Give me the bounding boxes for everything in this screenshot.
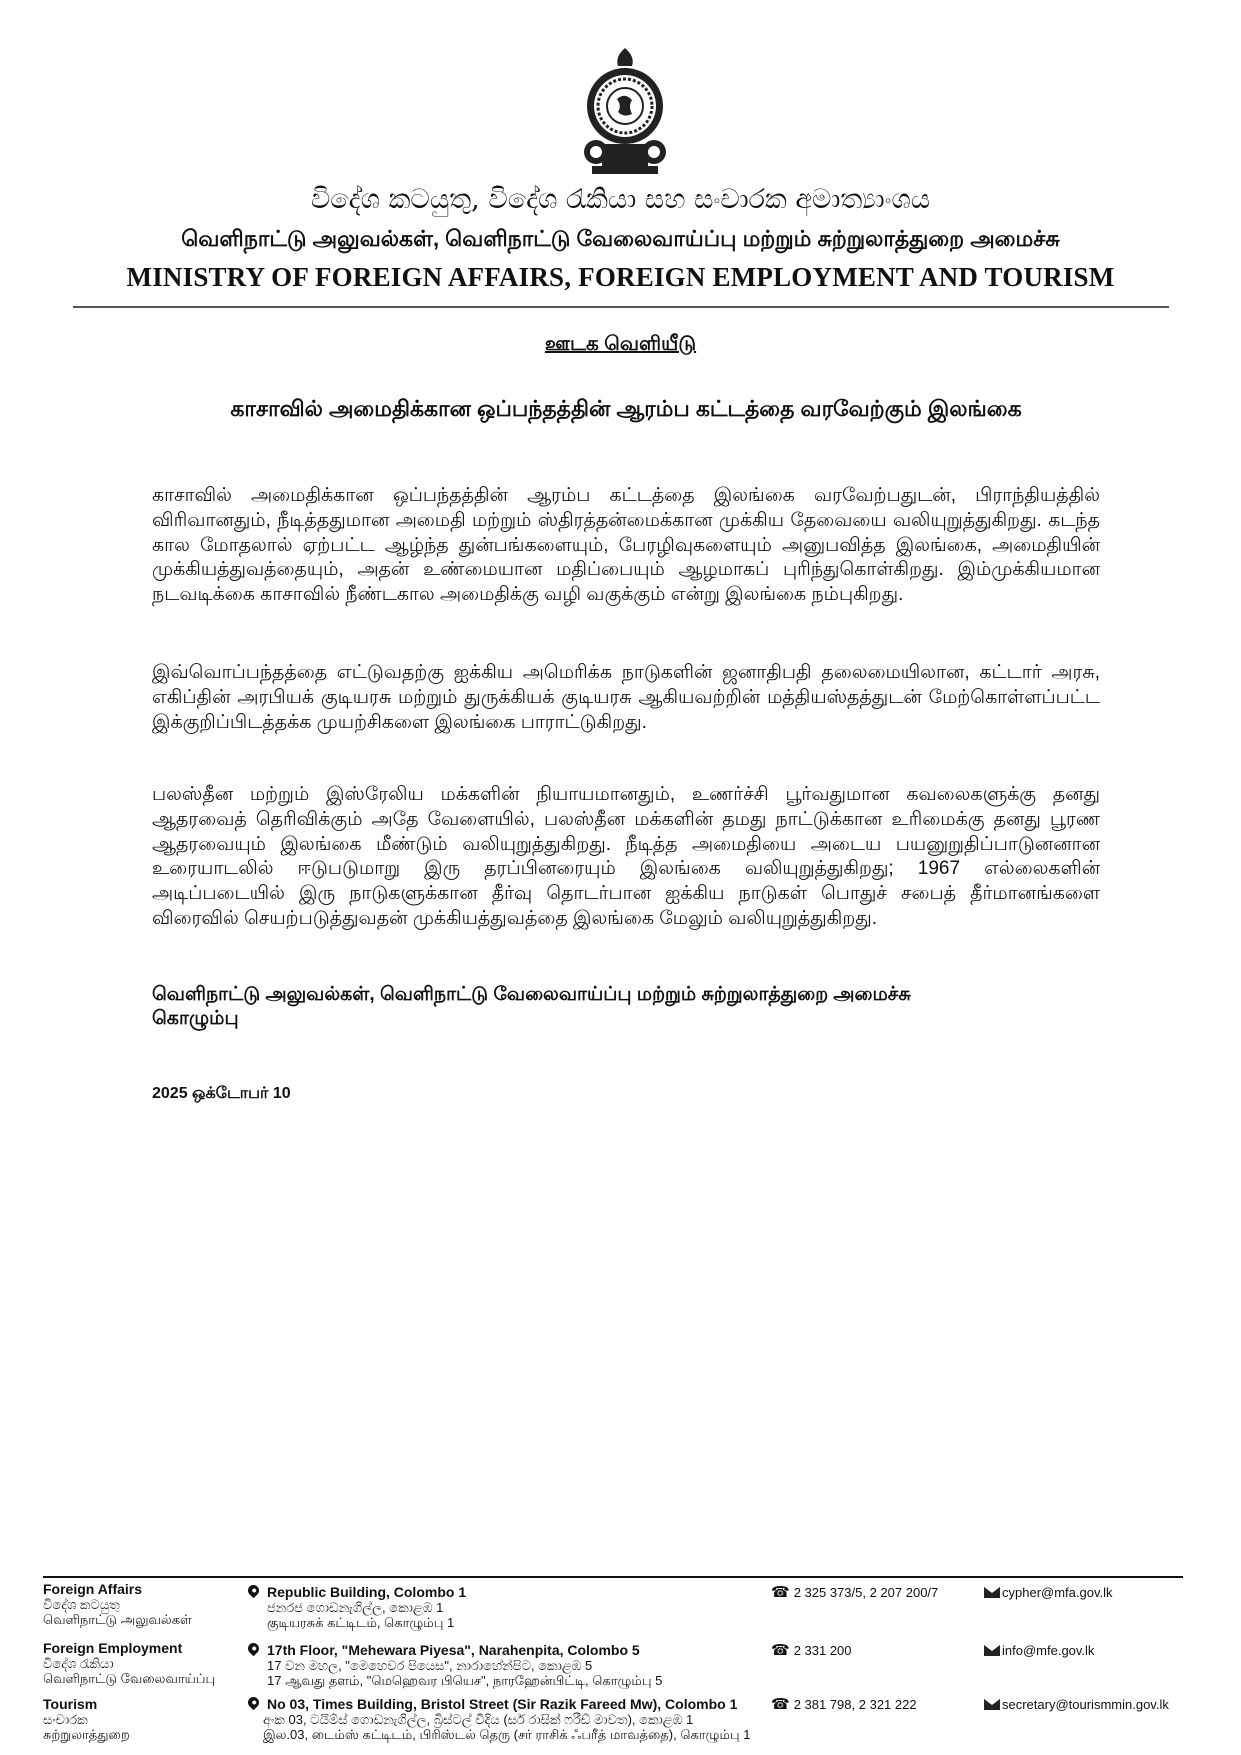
telephone-icon: ☎ <box>771 1642 790 1659</box>
footer-address <box>248 1697 750 1742</box>
email-link[interactable]: cypher@mfa.gov.lk <box>1002 1585 1113 1600</box>
signature-city: கொழும்பு <box>152 1008 239 1029</box>
address-tamil: குடியரசுக் கட்டிடம், கொழும்பு 1 <box>267 1615 455 1630</box>
footer-divider <box>43 1576 1183 1578</box>
address-sinhala: ජනරජ ගොඩනැගිල්ල, කොළඹ 1 <box>267 1600 444 1615</box>
address-tamil: இல.03, டைம்ஸ் கட்டிடம், பிரிஸ்டல் தெரு (சர் ராசிக் ஃபரீத் மாவத்தை), கொழும்பு 1 <box>263 1727 751 1742</box>
ministry-name-tamil: வெளிநாட்டு அலுவல்கள், வெளிநாட்டு வேலைவாய்ப்பு மற்றும் சுற்றுலாத்துறை அமைச்சு <box>181 226 1060 251</box>
office-name-tamil: வெளிநாட்டு வேலைவாய்ப்பு <box>43 1671 216 1686</box>
state-emblem-icon <box>572 44 678 176</box>
email-link[interactable]: info@mfe.gov.lk <box>1002 1643 1095 1658</box>
body-paragraph: இவ்வொப்பந்தத்தை எட்டுவதற்கு ஐக்கிய அமெரிக்க நாடுகளின் ஜனாதிபதி தலைமையிலான, கட்டார் அரசு, எகிப்தின் அரபியக் குடியரசு மற்றும் துருக்கியக் குடியரசு ஆகியவற்றின் மத்தியஸ்தத்துடன் மேற்கொள்ளப்பட்ட இக்குறிப்பிடத்தக்க முயற்சிகளை இலங்கை பாராட்டுகிறது. <box>152 662 1100 733</box>
footer-email[interactable] <box>984 1585 1113 1600</box>
footer-email[interactable] <box>984 1643 1094 1658</box>
footer-office-name <box>43 1641 215 1686</box>
phone-number: 2 331 200 <box>793 1643 852 1658</box>
media-release-label: ஊடக வெளியீடு <box>544 333 697 355</box>
office-name-sinhala: විදේශ කටයුතු <box>43 1597 120 1612</box>
office-name-tamil: வெளிநாட்டு அலுவல்கள் <box>43 1612 192 1627</box>
envelope-icon <box>984 1587 1000 1598</box>
footer-phone <box>771 1697 917 1712</box>
location-pin-icon <box>246 1695 262 1711</box>
ministry-name-sinhala: විදේශ කටයුතු, විදේශ රැකියා සහ සංචාරක අමාත්‍යාංශය <box>310 184 931 215</box>
phone-number: 2 325 373/5, 2 207 200/7 <box>793 1585 939 1600</box>
office-name-sinhala: විදේශ රැකියා <box>43 1656 114 1671</box>
telephone-icon: ☎ <box>771 1584 790 1601</box>
body-paragraph: காசாவில் அமைதிக்கான ஒப்பந்தத்தின் ஆரம்ப கட்டத்தை இலங்கை வரவேற்பதுடன், பிராந்தியத்தில் விரிவானதும், நீடித்ததுமான அமைதி மற்றும் ஸ்திரத்தன்மைக்கான முக்கிய தேவையை வலியுறுத்துகிறது. கடந்த கால மோதலால் ஏற்பட்ட ஆழ்ந்த துன்பங்களையும், பேரழிவுகளையும் அனுபவித்த இலங்கை, அமைதியின் முக்கியத்துவத்தையும், அதன் உண்மையான மதிப்பையும் ஆழமாகப் புரிந்துகொள்கிறது. இம்முக்கியமான நடவடிக்கை காசாவில் நீண்டகால அமைதிக்கு வழி வகுக்கும் என்று இலங்கை நம்புகிறது. <box>152 485 1100 606</box>
address-english: No 03, Times Building, Bristol Street (Sir Razik Fareed Mw), Colombo 1 <box>267 1696 738 1712</box>
footer-office-name <box>43 1697 130 1742</box>
envelope-icon <box>984 1699 1000 1710</box>
telephone-icon: ☎ <box>771 1696 790 1713</box>
office-name-tamil: சுற்றுலாத்துறை <box>43 1727 130 1742</box>
footer-phone <box>771 1643 852 1658</box>
signature-ministry: வெளிநாட்டு அலுவல்கள், வெளிநாட்டு வேலைவாய்ப்பு மற்றும் சுற்றுலாத்துறை அமைச்சு <box>152 984 911 1005</box>
email-link[interactable]: secretary@tourismmin.gov.lk <box>1002 1697 1169 1712</box>
document-title: காசாவில் அமைதிக்கான ஒப்பந்தத்தின் ஆரம்ப கட்டத்தை வரவேற்கும் இலங்கை <box>230 396 1022 421</box>
location-pin-icon <box>246 1583 262 1599</box>
address-english: Republic Building, Colombo 1 <box>267 1584 467 1600</box>
footer-address <box>248 1585 466 1630</box>
footer-address <box>248 1643 662 1688</box>
ministry-name-english: MINISTRY OF FOREIGN AFFAIRS, FOREIGN EMPLOYMENT AND TOURISM <box>126 262 1115 292</box>
office-name-sinhala: සංචාරක <box>43 1712 88 1727</box>
signature-block <box>152 983 1100 1031</box>
header-divider <box>73 306 1169 308</box>
address-sinhala: අංක 03, ටයිම්ස් ගොඩනැගිල්ල, බ්‍රිස්ටල් වීදිය (සර් රාසික් ෆරීඩ් මාවත), කොළඹ 1 <box>263 1712 694 1727</box>
address-sinhala: 17 වන මහල, "මෙහෙවර පියෙස", නාරාහේන්පිට, කොළඹ 5 <box>267 1658 593 1673</box>
location-pin-icon <box>246 1641 262 1657</box>
address-english: 17th Floor, "Mehewara Piyesa", Narahenpita, Colombo 5 <box>267 1642 640 1658</box>
body-paragraph: பலஸ்தீன மற்றும் இஸ்ரேலிய மக்களின் நியாயமானதும், உணர்ச்சி பூர்வதுமான கவலைகளுக்கு தனது ஆதரவைத் தெரிவிக்கும் அதே வேளையில், பலஸ்தீன மக்களின் தமது நாட்டுக்கான உரிமைக்கு தனது பூரண ஆதரவையும் இலங்கை மீண்டும் வலியுறுத்துகிறது. நீடித்த அமைதியை அடைய பயனுறுதிப்பாடுனனான உரையாடலில் ஈடுபடுமாறு இரு தரப்பினரையும் இலங்கை வலியுறுத்துகிறது; 1967 எல்லைகளின் அடிப்படையில் இரு நாடுகளுக்கான தீர்வு தொடர்பான ஐக்கிய நாடுகள் பொதுச் சபைத் தீர்மானங்களை விரைவில் செயற்படுத்துவதன் முக்கியத்துவத்தை இலங்கை மேலும் வலியுறுத்துகிறது. <box>152 784 1100 929</box>
office-name-english: Tourism <box>43 1696 98 1712</box>
footer-email[interactable] <box>984 1697 1169 1712</box>
office-name-english: Foreign Affairs <box>43 1581 143 1597</box>
footer-phone <box>771 1585 938 1600</box>
phone-number: 2 381 798, 2 321 222 <box>793 1697 917 1712</box>
envelope-icon <box>984 1645 1000 1656</box>
release-date: 2025 ஒக்டோபர் 10 <box>152 1085 291 1102</box>
office-name-english: Foreign Employment <box>43 1640 183 1656</box>
address-tamil: 17 ஆவது தளம், "மெஹெவர பியெச", நாரஹேன்பிட்டி, கொழும்பு 5 <box>267 1673 663 1688</box>
footer-office-name <box>43 1582 192 1627</box>
